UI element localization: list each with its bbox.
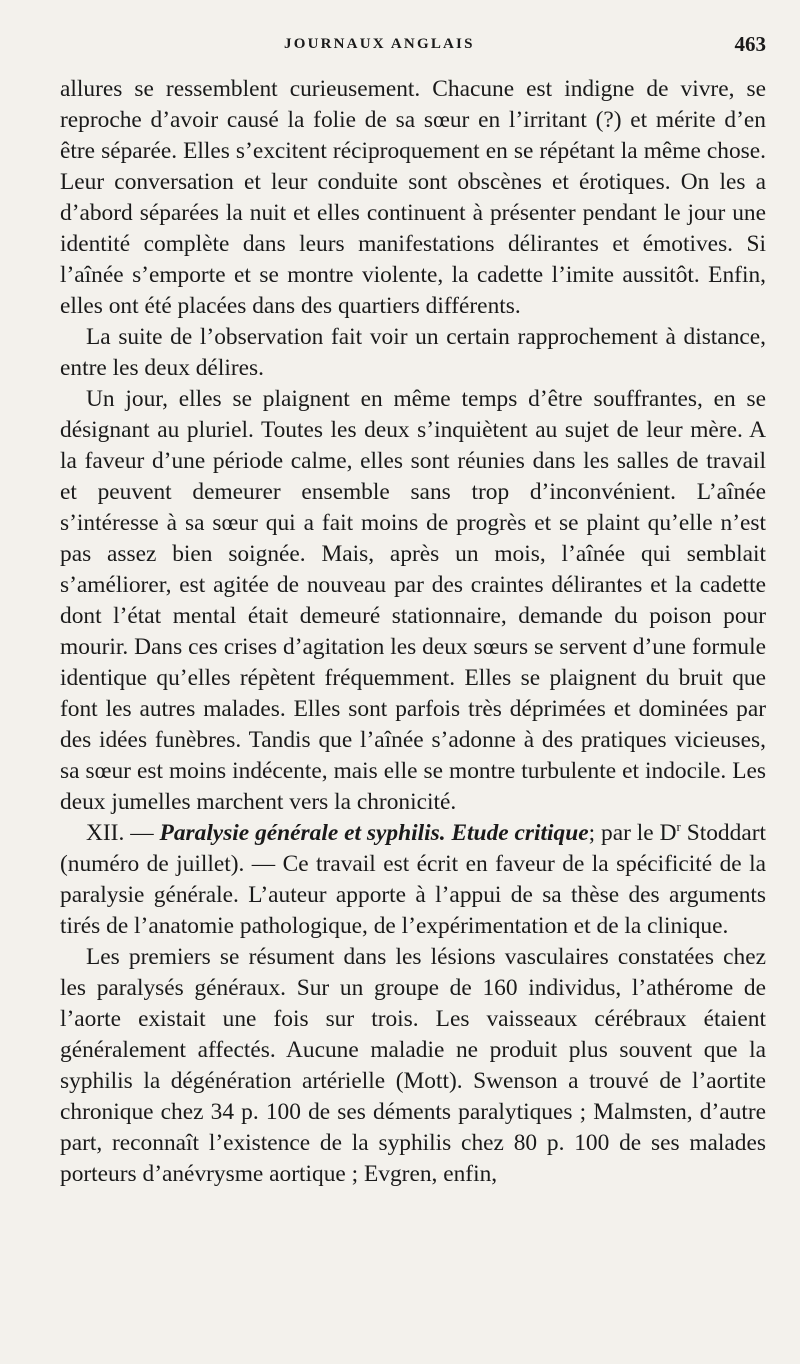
section-intro: ; par le D xyxy=(588,820,677,846)
paragraph-vascular-lesions: Les premiers se résument dans les lésions vasculaires constatées chez les paralysés généraux. Sur un groupe de 160 individus, l’athérome de l’aorte existait une fois sur trois. Les vaisseaux cérébraux étaient généralement affectés. Aucune maladie ne produit plus souvent que la syphilis la dégénération artérielle (Mott). Swenson a trouvé de l’aortite chronique chez 34 p. 100 de ses déments paralytiques ; Malmsten, d’autre part, reconnaît l’existence de la syphilis chez 80 p. 100 de ses malades porteurs d’anévrysme aortique ; Evgren, enfin, xyxy=(60,944,766,1187)
page-header xyxy=(60,26,766,74)
body-text xyxy=(60,74,766,1190)
doctor-abbrev-sup: r xyxy=(676,819,681,835)
page-number: 463 xyxy=(734,32,766,56)
section-title: Paralysie générale et syphilis. Etude critique xyxy=(159,820,589,846)
paragraph-observation: La suite de l’observation fait voir un certain rapprochement à distance, entre les deux délires. xyxy=(60,324,766,381)
running-title: JOURNAUX ANGLAIS xyxy=(284,36,475,52)
paragraph-continued: allures se ressemblent curieusement. Chacune est indigne de vivre, se reproche d’avoir causé la folie de sa sœur en l’irritant (?) et mérite d’en être séparée. Elles s’excitent réciproquement en se répétant la même chose. Leur conversation et leur conduite sont obscènes et érotiques. On les a d’abord séparées la nuit et elles continuent à présenter pendant le jour une identité complète dans leurs manifestations délirantes et émotives. Si l’aînée s’emporte et se montre violente, la cadette l’imite aussitôt. Enfin, elles ont été placées dans des quartiers différents. xyxy=(60,76,766,319)
section-number: XII. — xyxy=(86,820,160,846)
section-intro-continued: Stoddart (numéro de juillet). — Ce travail est écrit en faveur de la spécificité de la paralysie générale. L’auteur apporte à l’appui de sa thèse des arguments tirés de l’anatomie pathologique, de l’expérimentation et de la clinique. xyxy=(60,820,766,939)
paragraph-case-history: Un jour, elles se plaignent en même temps d’être souffrantes, en se désignant au pluriel. Toutes les deux s’inquiètent au sujet de leur mère. A la faveur d’une période calme, elles sont réunies dans les salles de travail et peuvent demeurer ensemble sans trop d’inconvénient. L’aînée s’intéresse à sa sœur qui a fait moins de progrès et se plaint qu’elle n’est pas assez bien soignée. Mais, après un mois, l’aînée qui semblait s’améliorer, est agitée de nouveau par des craintes délirantes et la cadette dont l’état mental était demeuré stationnaire, demande du poison pour mourir. Dans ces crises d’agitation les deux sœurs se servent d’une formule identique qu’elles répètent fréquemment. Elles se plaignent du bruit que font les autres malades. Elles sont parfois très déprimées et dominées par des idées funèbres. Tandis que l’aînée s’adonne à des pratiques vicieuses, sa sœur est moins indécente, mais elle se montre turbulente et indocile. Les deux jumelles marchent vers la chronicité. xyxy=(60,386,766,815)
section-xii xyxy=(60,818,766,942)
